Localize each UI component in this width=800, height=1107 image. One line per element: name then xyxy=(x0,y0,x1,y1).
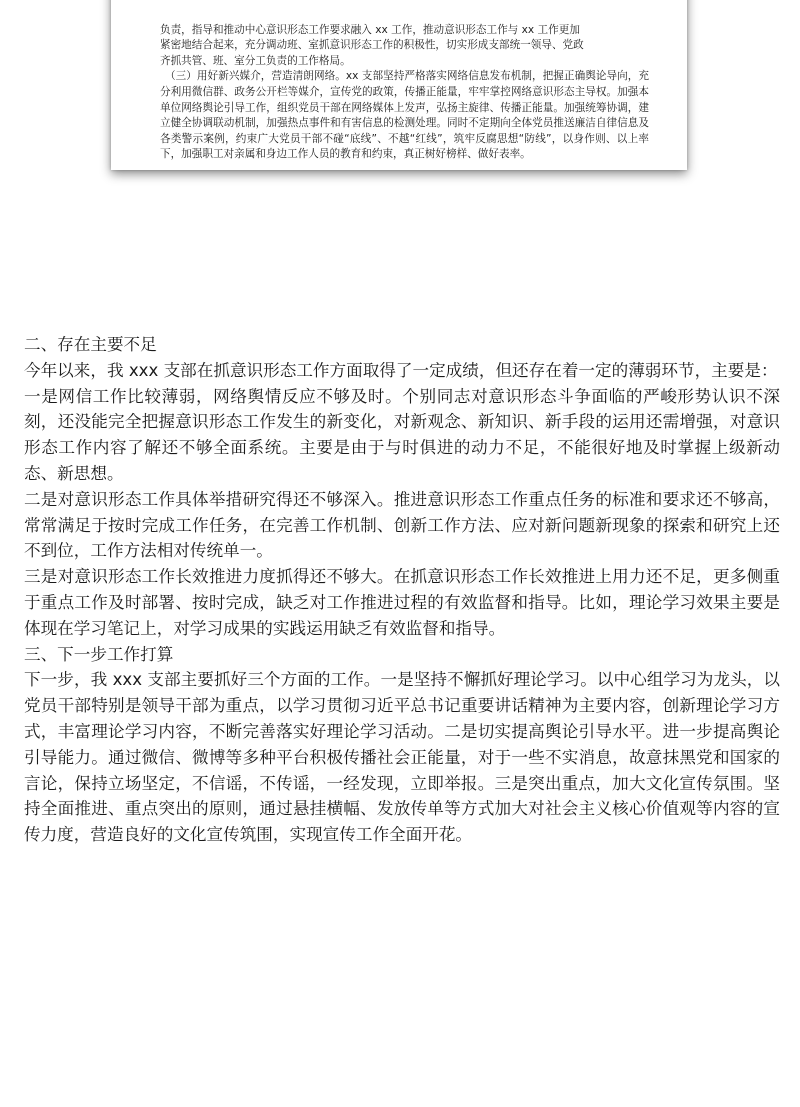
paragraph-plan: 下一步，我 xxx 支部主要抓好三个方面的工作。一是坚持不懈抓好理论学习。以中心组学习为龙头，以党员干部特别是领导干部为重点，以学习贯彻习近平总书记重要讲话精神为主要内容，创新理论学习方式，丰富理论学习内容，不断完善落实好理论学习活动。二是切实提高舆论引导水平。进一步提高舆论引导能力。通过微信、微博等多种平台积极传播社会正能量，对于一些不实消息，故意抹黑党和国家的言论，保持立场坚定，不信谣，不传谣，一经发现，立即举报。三是突出重点，加大文化宣传氛围。坚持全面推进、重点突出的原则，通过悬挂横幅、发放传单等方式加大对社会主义核心价值观等内容的宣传力度，营造良好的文化宣传筑围，实现宣传工作全面开花。 xyxy=(24,670,780,845)
preview-line: 紧密地结合起来，充分调动班、室抓意识形态工作的积极性，切实形成支部统一领导、党政 xyxy=(160,39,584,52)
preview-text-block xyxy=(160,23,649,163)
paragraph-intro: 今年以来，我 xxx 支部在抓意识形态工作方面取得了一定成绩，但还存在着一定的薄弱环节，主要是： xyxy=(24,360,778,380)
section-heading-2: 二、存在主要不足 xyxy=(24,335,157,354)
preview-line: 负责，指导和推动中心意识形态工作要求融入 xx 工作，推动意识形态工作与 xx 工作更加 xyxy=(160,23,580,36)
document-body xyxy=(24,332,780,848)
preview-section-3: （三）用好新兴媒介，营造清朗网络。xx 支部坚持严格落实网络信息发布机制，把握正确舆论导向，充分利用微信群、政务公开栏等媒介，宣传党的政策，传播正能量，牢牢掌控网络意识形态主导权。加强本单位网络舆论引导工作，组织党员干部在网络媒体上发声，弘扬主旋律、传播正能量。加强统筹协调，建立健全协调联动机制，加强热点事件和有害信息的检测处理。同时不定期向全体党员推送廉洁自律信息及各类警示案例，约束广大党员干部不碰“底线”、不越“红线”，筑牢反腐思想“防线”，以身作则、以上率下，加强职工对亲属和身边工作人员的教育和约束，真正树好榜样、做好表率。 xyxy=(160,70,649,161)
paragraph-point-1: 一是网信工作比较薄弱，网络舆情反应不够及时。个别同志对意识形态斗争面临的严峻形势认识不深刻，还没能完全把握意识形态工作发生的新变化，对新观念、新知识、新手段的运用还需增强，对意识形态工作内容了解还不够全面系统。主要是由于与时俱进的动力不足，不能很好地及时掌握上级新动态、新思想。 xyxy=(24,386,780,483)
paragraph-point-2: 二是对意识形态工作具体举措研究得还不够深入。推进意识形态工作重点任务的标准和要求还不够高，常常满足于按时完成工作任务，在完善工作机制、创新工作方法、应对新问题新现象的探索和研究上还不到位，工作方法相对传统单一。 xyxy=(24,489,780,561)
document-preview-page xyxy=(111,0,687,170)
section-heading-3: 三、下一步工作打算 xyxy=(24,644,174,664)
preview-line: 齐抓共管、班、室分工负责的工作格局。 xyxy=(160,54,351,67)
paragraph-point-3: 三是对意识形态工作长效推进力度抓得还不够大。在抓意识形态工作长效推进上用力还不足，更多侧重于重点工作及时部署、按时完成，缺乏对工作推进过程的有效监督和指导。比如，理论学习效果主要是体现在学习笔记上，对学习成果的实践运用缺乏有效监督和指导。 xyxy=(24,567,780,638)
